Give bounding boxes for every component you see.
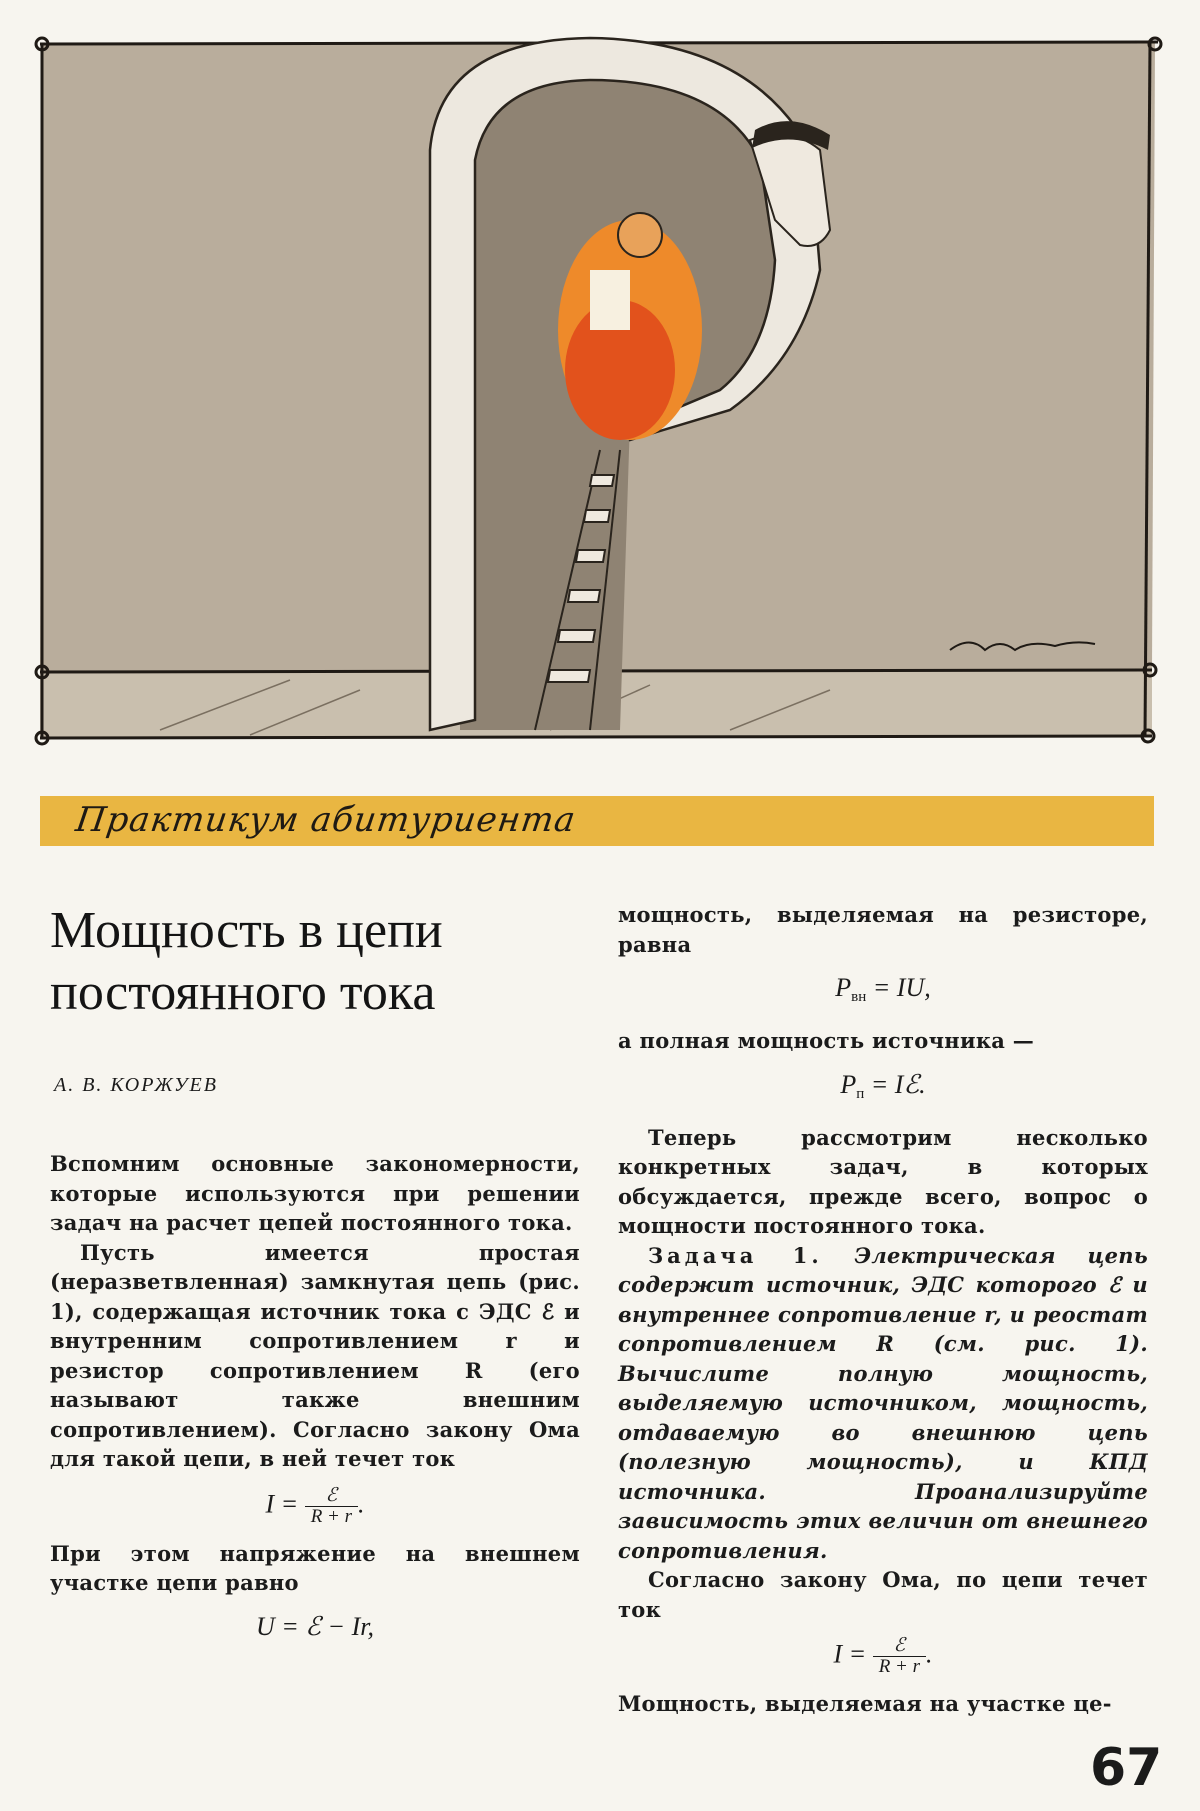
formula-ohm-law xyxy=(50,1486,580,1527)
fraction xyxy=(873,1636,926,1677)
formula-lhs: I = xyxy=(265,1488,299,1518)
section-banner xyxy=(40,796,1154,846)
section-heading: Практикум абитуриента xyxy=(73,800,579,840)
fraction-numerator: ℰ xyxy=(305,1486,358,1507)
formula-rest: = Iℰ. xyxy=(864,1069,926,1099)
fraction-numerator: ℰ xyxy=(873,1636,926,1657)
paragraph: Мощность, выделяемая на участке це- xyxy=(618,1691,1112,1716)
title-line-2: постоянного тока xyxy=(50,964,436,1021)
fraction xyxy=(305,1486,358,1527)
formula-end: . xyxy=(358,1488,365,1518)
title-line-1: Мощность в цепи xyxy=(50,902,443,959)
formula-subscript: вн xyxy=(851,989,867,1005)
paragraph: Вспомним основные закономерности, которые используются при решении задач на расчет цепей постоянного тока. xyxy=(50,1151,580,1235)
formula-power-total xyxy=(618,1068,1148,1111)
formula-end: . xyxy=(926,1639,933,1669)
task-paragraph xyxy=(618,1241,1148,1566)
task-text: Электрическая цепь содержит источник, ЭДС которого ℰ и внутреннее сопротивление r, и реостат сопротивлением R (см. рис. 1). Вычислите полную мощность, выделяемую источником, мощность, отдаваемую во внешнюю цепь (полезную мощность), и КПД источника. Проанализируйте зависимость этих величин от внешнего сопротивления. xyxy=(618,1242,1148,1563)
formula-symbol: P xyxy=(840,1069,857,1099)
task-label: Задача 1. xyxy=(648,1242,823,1268)
formula-ohm-law-2 xyxy=(618,1636,1148,1677)
paragraph: Пусть имеется простая (неразветвленная) замкнутая цепь (рис. 1), содержащая источник тока с ЭДС ℰ и внутренним сопротивлением r и резистор сопротивлением R (его называют также внешним сопротивлением). Согласно закону Ома для такой цепи, в ней течет ток xyxy=(50,1239,580,1471)
right-column xyxy=(618,900,1148,1719)
paragraph: Согласно закону Ома, по цепи течет ток xyxy=(618,1567,1148,1622)
paragraph: а полная мощность источника — xyxy=(618,1028,1035,1053)
author-byline: А. В. КОРЖУЕВ xyxy=(54,1074,218,1096)
formula-lhs: I = xyxy=(833,1639,867,1669)
formula-subscript: п xyxy=(856,1085,865,1102)
paragraph: мощность, выделяемая на резисторе, равна xyxy=(618,902,1148,957)
formula-symbol: P xyxy=(835,973,852,1002)
formula-voltage: U = ℰ − Ir, xyxy=(255,1611,374,1641)
header-illustration xyxy=(30,30,1170,765)
page-number: 67 xyxy=(1090,1738,1163,1798)
fraction-denominator: R + r xyxy=(310,1505,353,1527)
formula-rest: = IU, xyxy=(866,973,931,1002)
paragraph: При этом напряжение на внешнем участке цепи равно xyxy=(50,1540,580,1595)
paragraph: Теперь рассмотрим несколько конкретных задач, в которых обсуждается, прежде всего, вопрос о мощности постоянного тока. xyxy=(618,1124,1148,1238)
article-title xyxy=(50,900,580,1024)
left-column xyxy=(50,900,580,1656)
formula-power-external xyxy=(618,971,1148,1014)
fraction-denominator: R + r xyxy=(878,1656,921,1677)
